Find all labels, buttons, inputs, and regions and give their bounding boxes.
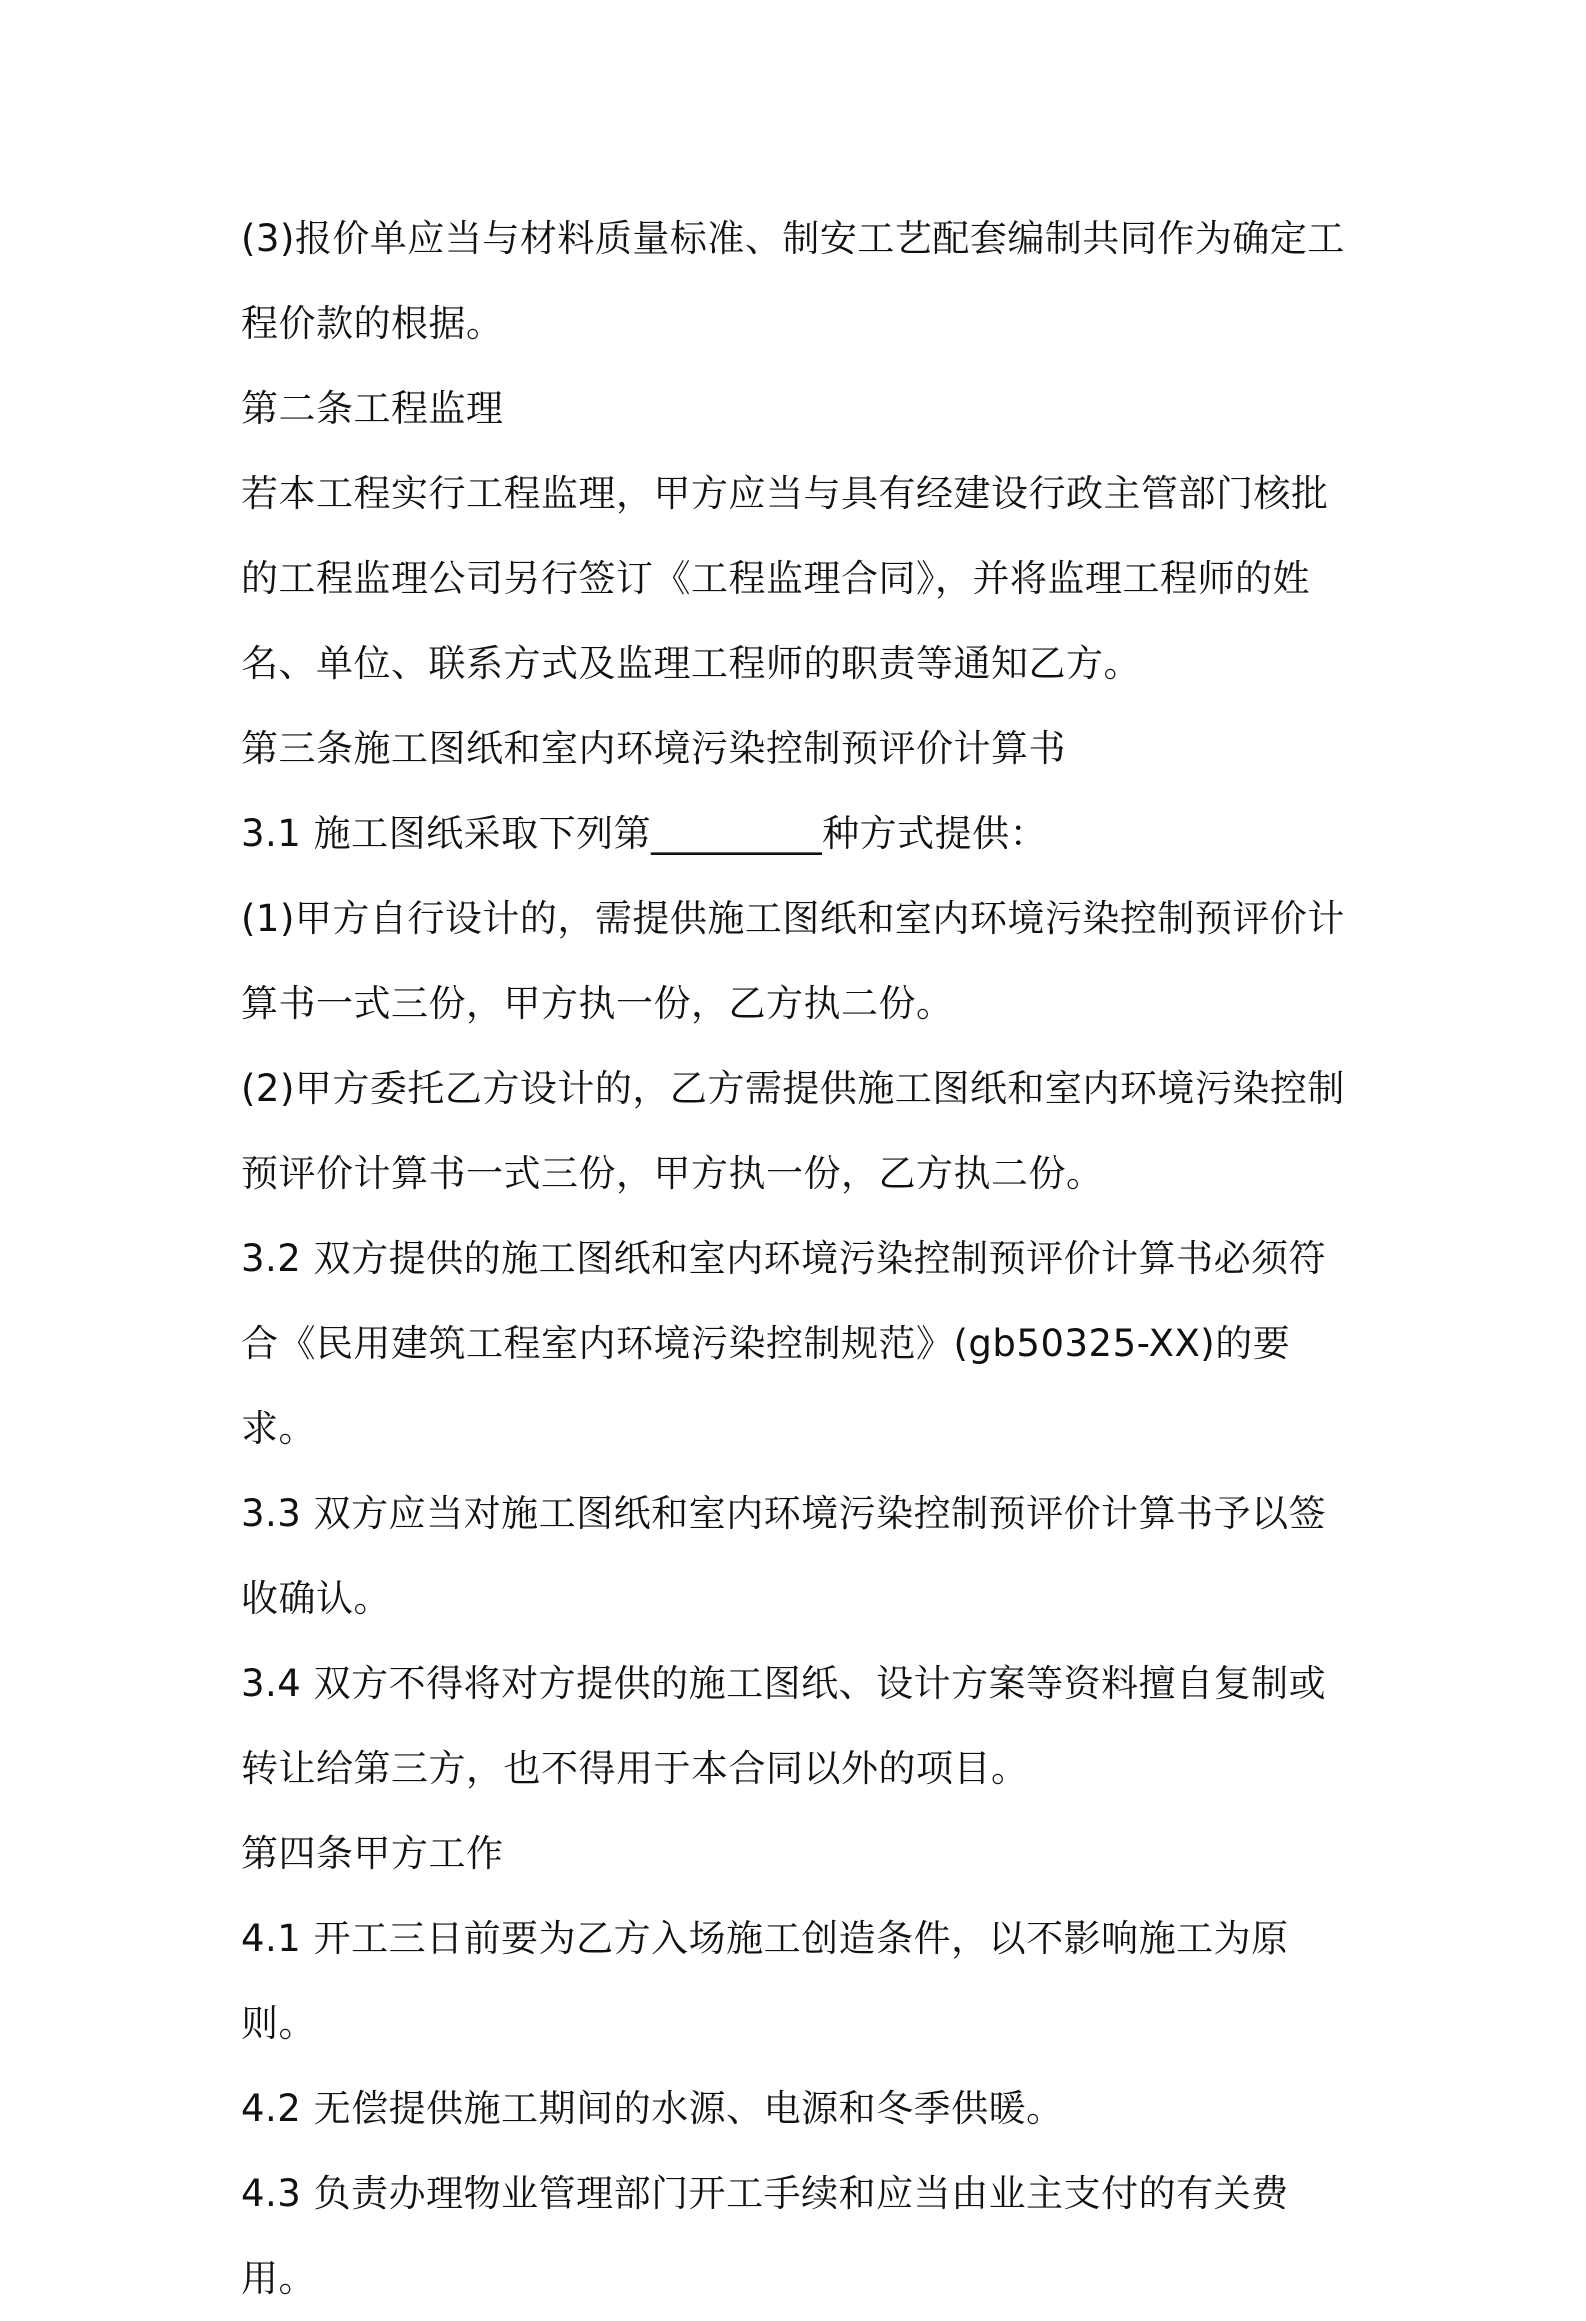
clause-3-1-option-2: (2)甲方委托乙方设计的，乙方需提供施工图纸和室内环境污染控制预评价计算书一式三份，甲方执一份，乙方执二份。 xyxy=(241,1067,1345,1195)
clause-3-1-option-1: (1)甲方自行设计的，需提供施工图纸和室内环境污染控制预评价计算书一式三份，甲方执一份，乙方执二份。 xyxy=(241,897,1345,1025)
clause-4-2: 4.2 无偿提供施工期间的水源、电源和冬季供暖。 xyxy=(241,2087,1064,2130)
article-3-heading: 第三条施工图纸和室内环境污染控制预评价计算书 xyxy=(241,727,1066,770)
document-body xyxy=(241,196,1361,2321)
clause-4-3: 4.3 负责办理物业管理部门开工手续和应当由业主支付的有关费用。 xyxy=(241,2172,1289,2300)
paragraph-item-3-price-list: (3)报价单应当与材料质量标准、制安工艺配套编制共同作为确定工程价款的根据。 xyxy=(241,217,1345,345)
clause-4-1: 4.1 开工三日前要为乙方入场施工创造条件，以不影响施工为原则。 xyxy=(241,1917,1289,2045)
clause-3-1: 3.1 施工图纸采取下列第_________种方式提供： xyxy=(241,812,1048,855)
clause-3-3: 3.3 双方应当对施工图纸和室内环境污染控制预评价计算书予以签收确认。 xyxy=(241,1492,1327,1620)
article-4-heading: 第四条甲方工作 xyxy=(241,1832,504,1875)
article-2-heading: 第二条工程监理 xyxy=(241,387,504,430)
clause-3-4: 3.4 双方不得将对方提供的施工图纸、设计方案等资料擅自复制或转让给第三方，也不得用于本合同以外的项目。 xyxy=(241,1662,1327,1790)
clause-3-2: 3.2 双方提供的施工图纸和室内环境污染控制预评价计算书必须符合《民用建筑工程室内环境污染控制规范》(gb50325-XX)的要求。 xyxy=(241,1237,1327,1450)
paragraph-supervision: 若本工程实行工程监理，甲方应当与具有经建设行政主管部门核批的工程监理公司另行签订《工程监理合同》，并将监理工程师的姓名、单位、联系方式及监理工程师的职责等通知乙方。 xyxy=(241,472,1329,685)
